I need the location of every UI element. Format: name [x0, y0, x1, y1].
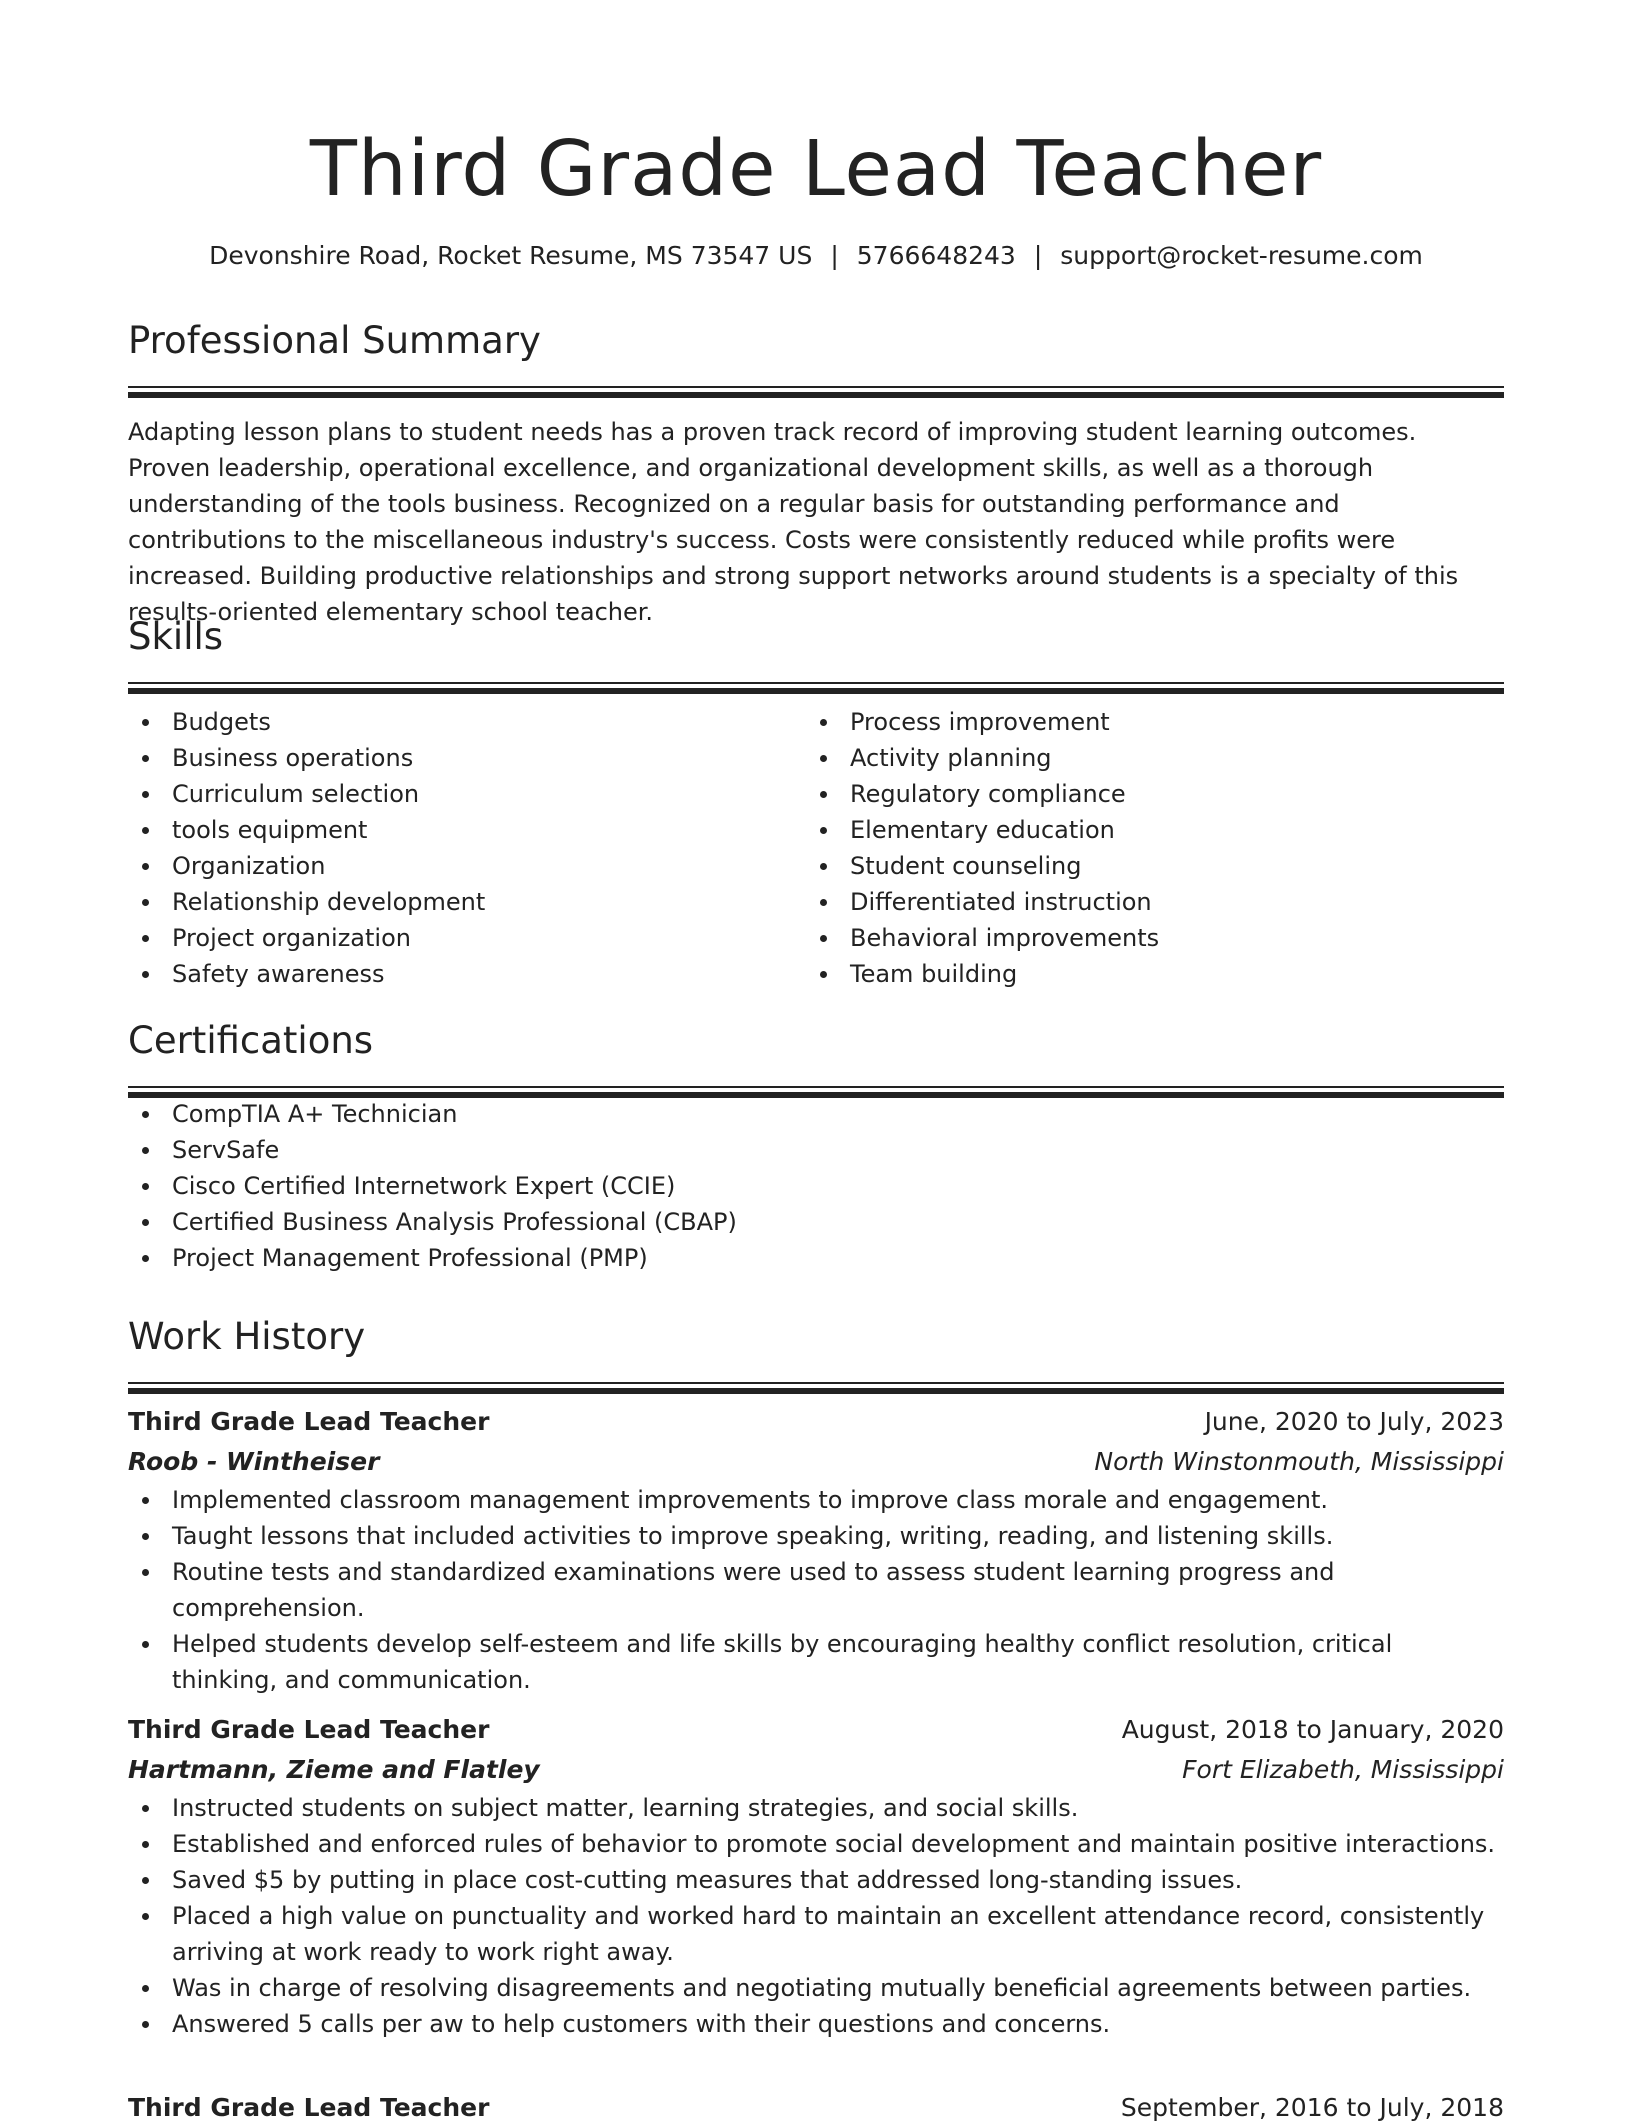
- skill-item: Process improvement: [806, 704, 1484, 740]
- job-dates: September, 2016 to July, 2018: [1120, 2093, 1504, 2122]
- job-title: Third Grade Lead Teacher: [128, 1715, 490, 1744]
- section-title: Professional Summary: [128, 319, 541, 362]
- skills-columns: [128, 704, 1504, 992]
- job-bullet: Answered 5 calls per aw to help customers with their questions and concerns.: [128, 2006, 1504, 2042]
- job-bullet: Routine tests and standardized examinations were used to assess student learning progress and comprehension.: [128, 1554, 1504, 1626]
- job-entry: [128, 1402, 1504, 1698]
- section-divider: [128, 1382, 1504, 1392]
- skill-item: Activity planning: [806, 740, 1484, 776]
- skill-item: Project organization: [128, 920, 806, 956]
- job-entry: [128, 2088, 1504, 2128]
- skill-item: Relationship development: [128, 884, 806, 920]
- job-bullet: Saved $5 by putting in place cost-cutting measures that addressed long-standing issues.: [128, 1862, 1504, 1898]
- skill-item: Elementary education: [806, 812, 1484, 848]
- certification-item: Certified Business Analysis Professional (CBAP): [128, 1204, 1504, 1240]
- skill-item: Budgets: [128, 704, 806, 740]
- section-title: Skills: [128, 615, 224, 658]
- job-location: Fort Elizabeth, Mississippi: [1182, 1755, 1504, 1784]
- section-divider: [128, 682, 1504, 692]
- job-bullet: Established and enforced rules of behavior to promote social development and maintain positive interactions.: [128, 1826, 1504, 1862]
- skill-item: Student counseling: [806, 848, 1484, 884]
- skill-item: Team building: [806, 956, 1484, 992]
- work-history-section: [128, 1312, 1504, 1392]
- certification-item: ServSafe: [128, 1132, 1504, 1168]
- certifications-list: [128, 1096, 1504, 1276]
- job-bullet: Placed a high value on punctuality and worked hard to maintain an excellent attendance record, consistently arriving at work ready to work right away.: [128, 1898, 1504, 1970]
- skills-section: [128, 612, 1504, 992]
- job-bullet: Was in charge of resolving disagreements and negotiating mutually beneficial agreements between parties.: [128, 1970, 1504, 2006]
- contact-address: Devonshire Road, Rocket Resume, MS 73547 US: [209, 241, 813, 270]
- job-location: North Winstonmouth, Mississippi: [1094, 1447, 1504, 1476]
- job-bullet: Instructed students on subject matter, learning strategies, and social skills.: [128, 1790, 1504, 1826]
- job-bullet: Implemented classroom management improvements to improve class morale and engagement.: [128, 1482, 1504, 1518]
- skill-item: Differentiated instruction: [806, 884, 1484, 920]
- certification-item: Project Management Professional (PMP): [128, 1240, 1504, 1276]
- section-title: Work History: [128, 1315, 366, 1358]
- job-title: Third Grade Lead Teacher: [128, 1407, 490, 1436]
- skill-item: tools equipment: [128, 812, 806, 848]
- job-title: Third Grade Lead Teacher: [128, 2093, 490, 2122]
- section-divider: [128, 1086, 1504, 1096]
- certification-item: Cisco Certified Internetwork Expert (CCIE): [128, 1168, 1504, 1204]
- summary-section: [128, 316, 1504, 630]
- certification-item: CompTIA A+ Technician: [128, 1096, 1504, 1132]
- section-divider: [128, 386, 1504, 396]
- contact-line: [128, 236, 1504, 276]
- skill-item: Regulatory compliance: [806, 776, 1484, 812]
- skills-list-right: [806, 704, 1484, 992]
- skill-item: Safety awareness: [128, 956, 806, 992]
- contact-phone: 5766648243: [856, 241, 1016, 270]
- skill-item: Behavioral improvements: [806, 920, 1484, 956]
- job-company: Hartmann, Zieme and Flatley: [128, 1755, 540, 1784]
- section-title: Certifications: [128, 1019, 374, 1062]
- contact-separator: |: [830, 241, 839, 270]
- contact-email: support@rocket-resume.com: [1060, 241, 1423, 270]
- job-bullet: Taught lessons that included activities to improve speaking, writing, reading, and listening skills.: [128, 1518, 1504, 1554]
- certifications-section: [128, 1016, 1504, 1276]
- job-dates: August, 2018 to January, 2020: [1121, 1715, 1504, 1744]
- job-bullet-list: [128, 1482, 1504, 1698]
- job-bullet-list: [128, 1790, 1504, 2042]
- contact-separator: |: [1033, 241, 1043, 270]
- skill-item: Business operations: [128, 740, 806, 776]
- skills-list-left: [128, 704, 806, 992]
- job-bullet: Helped students develop self-esteem and life skills by encouraging healthy conflict resolution, critical thinking, and communication.: [128, 1626, 1504, 1698]
- summary-text: Adapting lesson plans to student needs has a proven track record of improving student learning outcomes. Proven leadership, operational excellence, and organizational development skills, as well as a thorough understanding of the tools business. Recognized on a regular basis for outstanding performance and contributions to the miscellaneous industry's success. Costs were consistently reduced while profits were increased. Building productive relationships and strong support networks around students is a specialty of this results-oriented elementary school teacher.: [128, 418, 1459, 626]
- job-company: Roob - Wintheiser: [128, 1447, 380, 1476]
- job-dates: June, 2020 to July, 2023: [1204, 1407, 1504, 1436]
- skill-item: Organization: [128, 848, 806, 884]
- job-entry: [128, 1710, 1504, 2042]
- skill-item: Curriculum selection: [128, 776, 806, 812]
- resume-name: Third Grade Lead Teacher: [309, 125, 1323, 214]
